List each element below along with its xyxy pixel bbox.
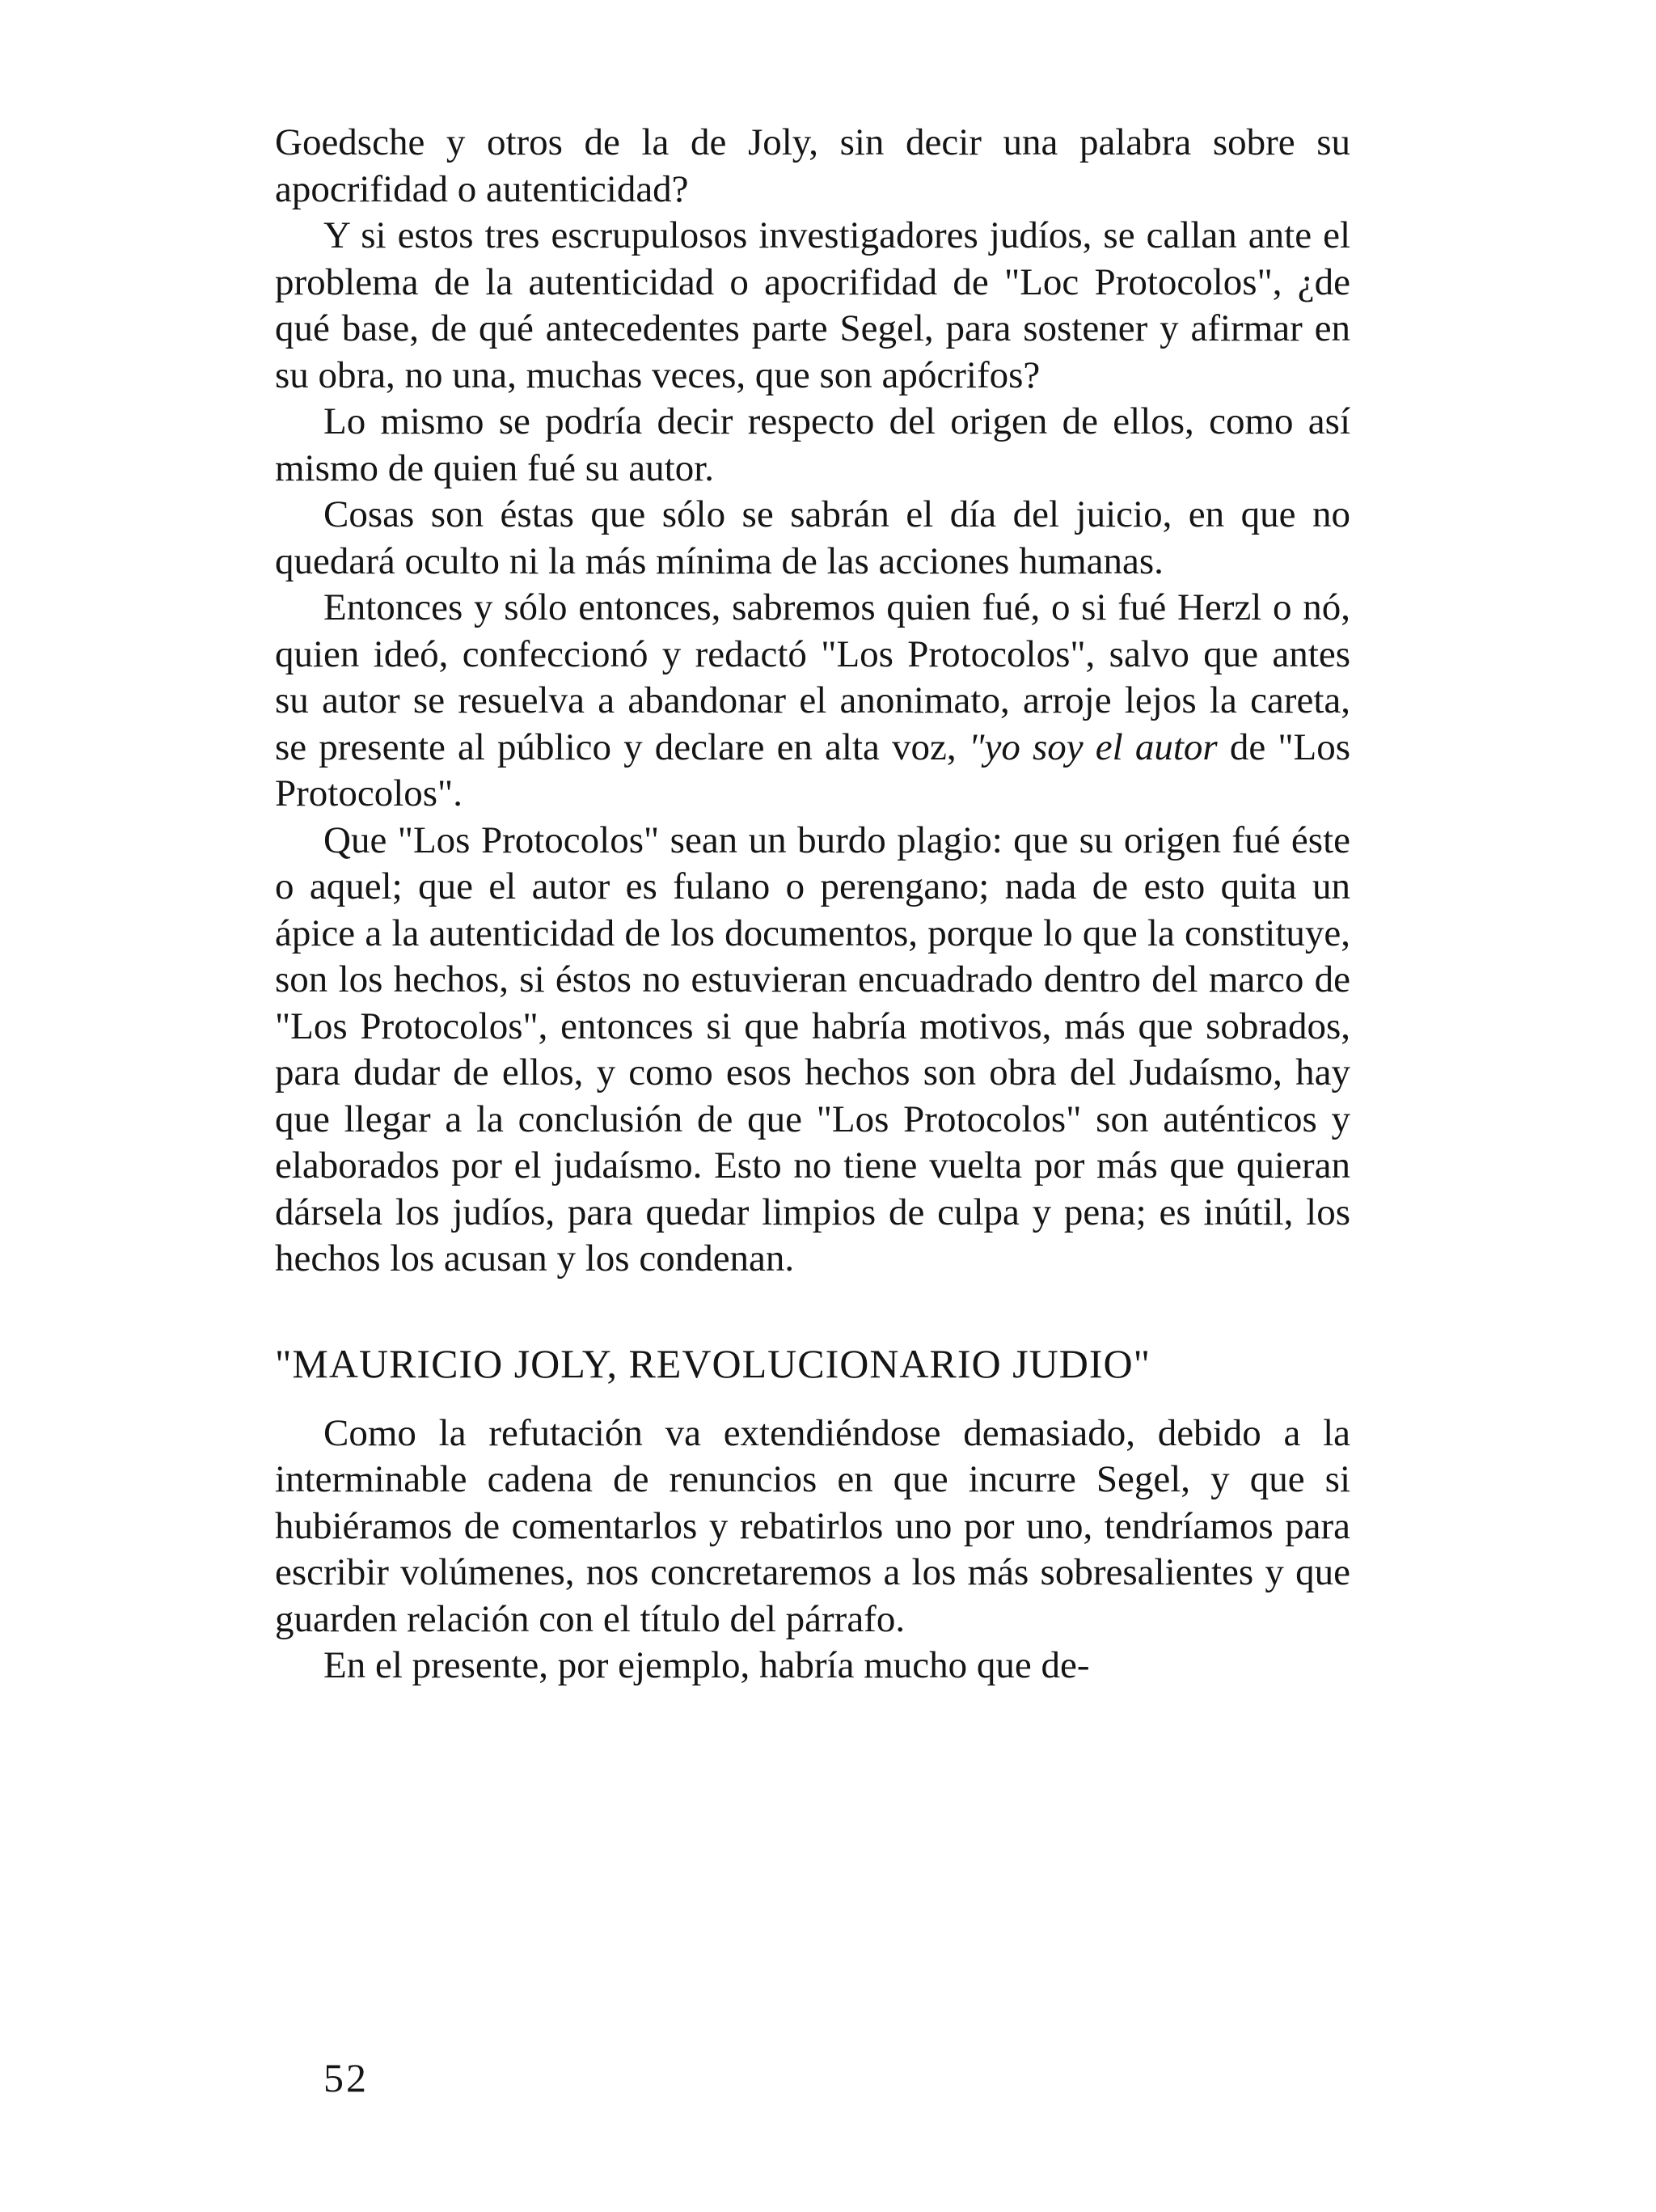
section-body	[275, 1411, 1350, 1690]
paragraph-8: En el presente, por ejemplo, habría mucho que de-	[323, 1644, 1090, 1686]
paragraph-4: Cosas son éstas que sólo se sabrán el día del juicio, en que no quedará oculto ni la más mínima de las acciones humanas.	[275, 493, 1350, 582]
paragraph-2: Y si estos tres escrupulosos investigadores judíos, se callan ante el problema de la autenticidad o apocrifidad de "Loc Protocolos", ¿de qué base, de qué antecedentes parte Segel, para sostener y afirmar en su obra, no una, muchas veces, que son apócrifos?	[275, 214, 1350, 396]
paragraph-1: Goedsche y otros de la de Joly, sin decir una palabra sobre su apocrifidad o autenticidad?	[275, 121, 1350, 210]
book-page	[275, 120, 1350, 2158]
page-number: 52	[323, 2055, 369, 2100]
paragraph-5-text: Entonces y sólo entonces, sabremos quien fué, o si fué Herzl o nó, quien ideó, confeccionó y redactó "Los Protocolos", salvo que antes su autor se resuelva a abandonar el anonimato, arroje lejos la careta, se presente al público y declare en alta voz,	[275, 586, 1350, 768]
section-heading: "MAURICIO JOLY, REVOLUCIONARIO JUDIO"	[275, 1340, 1151, 1386]
paragraph-6: Que "Los Protocolos" sean un burdo plagio: que su origen fué éste o aquel; que el autor es fulano o perengano; nada de esto quita un ápice a la autenticidad de los documentos, porque lo que la constituye, son los hechos, si éstos no estuvieran encuadrado dentro del marco de "Los Protocolos", entonces si que habría motivos, más que sobrados, para dudar de ellos, y como esos hechos son obra del Judaísmo, hay que llegar a la conclusión de que "Los Protocolos" son auténticos y elaborados por el judaísmo. Esto no tiene vuelta por más que quieran dársela los judíos, para quedar limpios de culpa y pena; es inútil, los hechos los acusan y los condenan.	[275, 818, 1350, 1279]
paragraph-5-italic-quote: "yo soy el autor	[968, 725, 1218, 768]
paragraph-3: Lo mismo se podría decir respecto del origen de ellos, como así mismo de quien fué su autor.	[275, 400, 1350, 489]
paragraph-5-tail: de "Los Protocolos".	[275, 725, 1351, 814]
paragraph-7: Como la refutación va extendiéndose demasiado, debido a la interminable cadena de renuncios en que incurre Segel, y que si hubiéramos de comentarlos y rebatirlos uno por uno, tendríamos para escribir volúmenes, nos concretaremos a los más sobresalientes y que guarden relación con el título del párrafo.	[275, 1411, 1350, 1640]
paragraph-5	[275, 585, 1350, 818]
